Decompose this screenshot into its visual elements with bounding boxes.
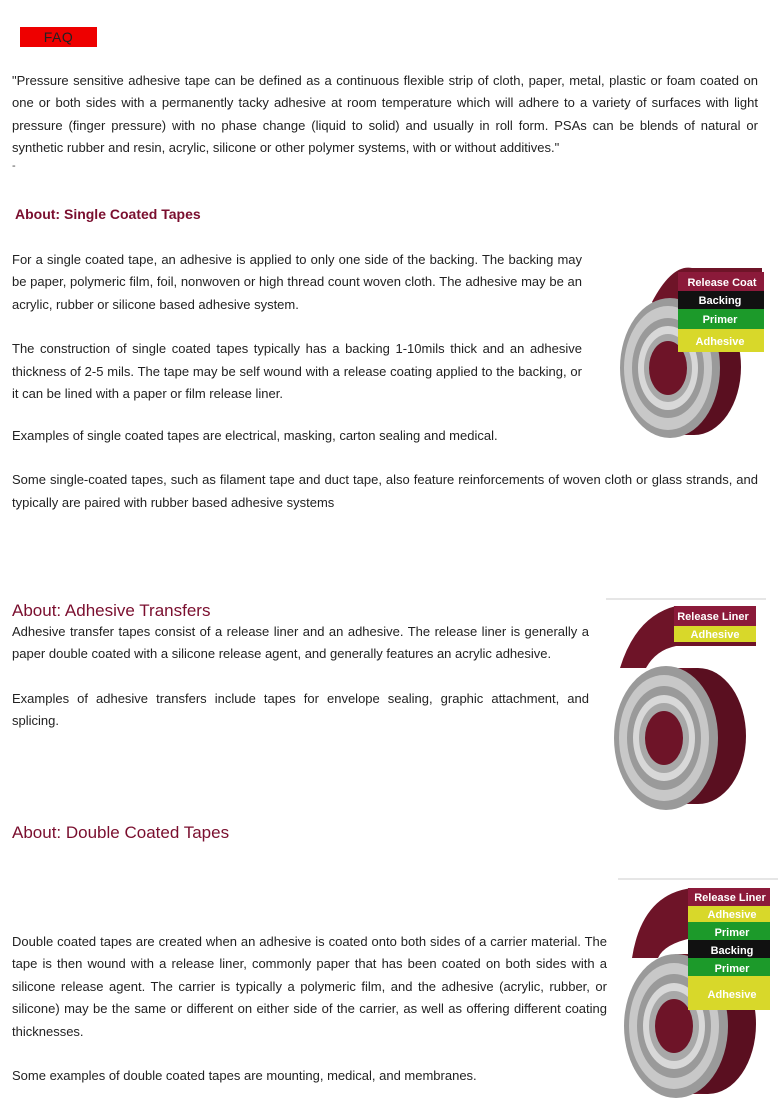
- adhesive-transfers-heading: About: Adhesive Transfers: [12, 601, 211, 620]
- intro-paragraph: "Pressure sensitive adhesive tape can be defined as a continuous flexible strip of cloth, paper, metal, plastic or foam coated on one or both sides with a permanently tacky adhesive at room temperature which will adhere to a variety of surfaces with light pressure (finger pressure) with no phase change (liquid to solid) and usually in roll form. PSAs can be blends of natural or synthetic rubber and resin, acrylic, silicone or other polymer systems, with or without additives.": [12, 73, 758, 156]
- intro-dash: -: [12, 159, 16, 172]
- double-coated-tape-illustration: [618, 878, 778, 1100]
- layer-label-adhesive: Adhesive: [695, 336, 745, 348]
- single-coated-paragraph-4: Some single-coated tapes, such as filament tape and duct tape, also feature reinforcements of woven cloth or glass strands, and typically are paired with rubber based adhesive systems: [12, 472, 758, 510]
- layer-label-release-liner: Release Liner: [694, 892, 766, 904]
- layer-label-primer: Primer: [702, 314, 738, 326]
- layer-label-primer-bottom: Primer: [714, 963, 750, 975]
- layer-label-release-coat: Release Coat: [687, 277, 757, 289]
- single-coated-paragraph-2: The construction of single coated tapes typically has a backing 1-10mils thick and an adhesive thickness of 2-5 mils. The tape may be self wound with a release coating applied to the backing, or it can be lined with a paper or film release liner.: [12, 341, 582, 402]
- single-coated-paragraph-1: For a single coated tape, an adhesive is applied to only one side of the backing. The backing may be paper, polymeric film, foil, nonwoven or high thread count woven cloth. The adhesive may be an acrylic, rubber or silicone based adhesive system.: [12, 252, 582, 312]
- double-coated-paragraph-2: Some examples of double coated tapes are mounting, medical, and membranes.: [12, 1068, 477, 1084]
- adhesive-transfers-paragraph-1: Adhesive transfer tapes consist of a release liner and an adhesive. The release liner is generally a paper double coated with a silicone release agent, and generally features an acrylic adhesive.: [12, 624, 589, 662]
- layer-label-release-liner: Release Liner: [677, 611, 749, 623]
- single-coated-paragraph-3: Examples of single coated tapes are electrical, masking, carton sealing and medical.: [12, 428, 498, 443]
- faq-badge: FAQ: [20, 27, 97, 47]
- single-coated-tape-illustration: [612, 262, 764, 440]
- double-coated-heading: About: Double Coated Tapes: [12, 823, 230, 842]
- layer-label-backing: Backing: [710, 945, 754, 957]
- double-coated-paragraph-1: Double coated tapes are created when an adhesive is coated onto both sides of a carrier material. The tape is then wound with a release liner, commonly paper that has been coated on both sides with a silicone release agent. The carrier is typically a polymeric film, and the adhesive (acrylic, rubber, or silicone) may be the same or different on either side of the carrier, as well as offering different coating thicknesses.: [12, 934, 607, 1039]
- layer-label-adhesive-bottom: Adhesive: [707, 989, 757, 1001]
- adhesive-transfers-paragraph-2: Examples of adhesive transfers include tapes for envelope sealing, graphic attachment, and splicing.: [12, 690, 589, 729]
- single-coated-heading: About: Single Coated Tapes: [15, 206, 201, 222]
- layer-label-primer-top: Primer: [714, 927, 750, 939]
- layer-label-adhesive-top: Adhesive: [707, 909, 757, 921]
- adhesive-transfer-tape-illustration: [606, 598, 766, 810]
- layer-label-backing: Backing: [698, 295, 742, 307]
- layer-label-adhesive: Adhesive: [690, 629, 740, 641]
